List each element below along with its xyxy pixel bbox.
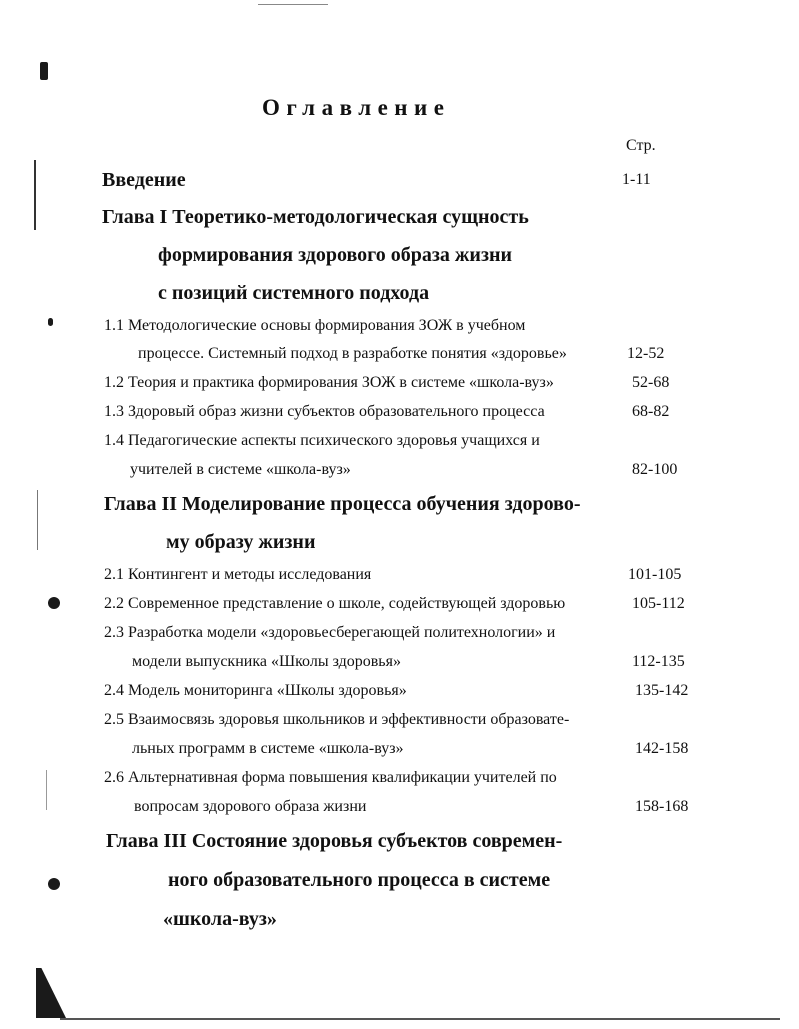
introduction-label: Введение xyxy=(102,169,186,191)
toc-item-1-1-pages: 12-52 xyxy=(627,345,665,362)
scan-mark-left-1 xyxy=(40,62,48,80)
toc-title: Оглавление xyxy=(262,95,451,120)
toc-item-1-1-line2: процессе. Системный подход в разработке понятия «здоровье» xyxy=(138,345,567,362)
toc-item-2-3-line2: модели выпускника «Школы здоровья» xyxy=(132,653,401,670)
chapter3-heading-line3: «школа-вуз» xyxy=(163,908,277,930)
scan-mark-top xyxy=(258,4,328,5)
scan-mark-left-3 xyxy=(48,318,53,326)
toc-item-1-4-line2: учителей в системе «школа-вуз» xyxy=(130,461,351,478)
toc-item-1-4-line1: 1.4 Педагогические аспекты психического здоровья учащихся и xyxy=(104,432,540,449)
toc-item-2-3-line1: 2.3 Разработка модели «здоровьесберегающей политехнологии» и xyxy=(104,624,556,641)
chapter3-heading-line1: Глава III Состояние здоровья субъектов современ- xyxy=(106,830,563,852)
toc-item-2-2-pages: 105-112 xyxy=(632,595,685,612)
toc-item-2-1-pages: 101-105 xyxy=(628,566,682,583)
page-column-header: Стр. xyxy=(626,137,656,154)
scan-mark-bottom xyxy=(60,1018,780,1020)
toc-item-2-1-line1: 2.1 Контингент и методы исследования xyxy=(104,566,372,583)
toc-item-2-5-line2: льных программ в системе «школа-вуз» xyxy=(132,740,404,757)
scan-mark-left-5 xyxy=(48,597,60,609)
toc-item-2-5-line1: 2.5 Взаимосвязь здоровья школьников и эффективности образовате- xyxy=(104,711,570,728)
chapter3-heading-line2: ного образовательного процесса в системе xyxy=(168,869,551,891)
toc-item-2-6-pages: 158-168 xyxy=(635,798,689,815)
toc-item-2-6-line2: вопросам здорового образа жизни xyxy=(134,798,367,815)
toc-item-1-3-pages: 68-82 xyxy=(632,403,670,420)
chapter2-heading-line1: Глава II Моделирование процесса обучения здорово- xyxy=(104,493,581,515)
toc-item-1-1-line1: 1.1 Методологические основы формирования ЗОЖ в учебном xyxy=(104,317,526,334)
toc-item-2-3-pages: 112-135 xyxy=(632,653,685,670)
chapter2-heading-line2: му образу жизни xyxy=(166,531,316,553)
toc-item-1-3-line1: 1.3 Здоровый образ жизни субъектов образовательного процесса xyxy=(104,403,545,420)
toc-item-1-4-pages: 82-100 xyxy=(632,461,678,478)
chapter1-heading-line1: Глава I Теоретико-методологическая сущность xyxy=(102,206,529,228)
scan-mark-left-7 xyxy=(48,878,60,890)
scan-mark-bottom-left xyxy=(36,968,66,1018)
scan-mark-left-4 xyxy=(37,490,38,550)
scan-mark-left-6 xyxy=(46,770,47,810)
scan-mark-left-2 xyxy=(34,160,36,230)
toc-item-2-6-line1: 2.6 Альтернативная форма повышения квалификации учителей по xyxy=(104,769,557,786)
chapter1-heading-line3: с позиций системного подхода xyxy=(158,282,430,304)
chapter1-heading-line2: формирования здорового образа жизни xyxy=(158,244,513,266)
toc-item-1-2-pages: 52-68 xyxy=(632,374,670,391)
toc-item-1-2-line1: 1.2 Теория и практика формирования ЗОЖ в системе «школа-вуз» xyxy=(104,374,554,391)
toc-item-2-2-line1: 2.2 Современное представление о школе, содействующей здоровью xyxy=(104,595,566,612)
toc-item-2-4-pages: 135-142 xyxy=(635,682,689,699)
toc-item-2-4-line1: 2.4 Модель мониторинга «Школы здоровья» xyxy=(104,682,407,699)
introduction-pages: 1-11 xyxy=(622,171,651,188)
toc-item-2-5-pages: 142-158 xyxy=(635,740,689,757)
